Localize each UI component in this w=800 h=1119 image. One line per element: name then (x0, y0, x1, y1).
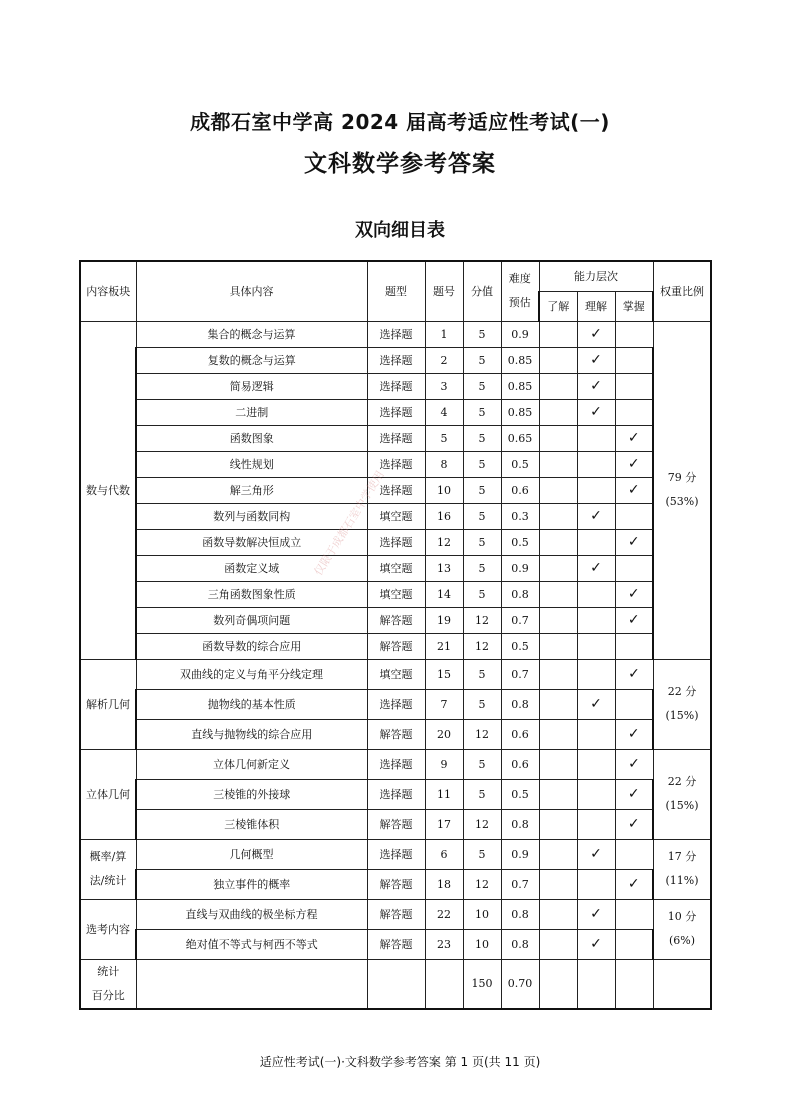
type-cell: 选择题 (367, 689, 425, 719)
number-cell: 1 (425, 321, 463, 347)
header-difficulty-line2: 预估 (508, 296, 531, 310)
check-mark-icon: ✓ (627, 586, 640, 602)
header-weight: 权重比例 (653, 261, 711, 321)
level-master-cell (615, 869, 653, 899)
weight-cell (653, 321, 711, 659)
module-cell: 解析几何 (80, 659, 136, 749)
level-comprehend-cell (577, 555, 615, 581)
level-understand-cell (539, 425, 577, 451)
level-comprehend-cell (577, 689, 615, 719)
module-line1: 概率/算 (89, 850, 127, 863)
check-mark-icon: ✓ (590, 404, 602, 420)
content-cell: 直线与抛物线的综合应用 (136, 719, 367, 749)
table-row (80, 373, 711, 399)
score-cell: 5 (463, 347, 501, 373)
level-understand-cell (539, 477, 577, 503)
level-master-cell (615, 689, 653, 719)
level-comprehend-cell (577, 373, 615, 399)
difficulty-cell: 0.6 (501, 749, 539, 779)
difficulty-cell: 0.8 (501, 689, 539, 719)
score-cell: 5 (463, 555, 501, 581)
table-row (80, 503, 711, 529)
score-cell: 5 (463, 779, 501, 809)
level-comprehend-cell (577, 451, 615, 477)
level-comprehend-cell (577, 719, 615, 749)
difficulty-cell: 0.85 (501, 373, 539, 399)
content-cell: 数列与函数同构 (136, 503, 367, 529)
level-understand-cell (539, 633, 577, 659)
table-row (80, 399, 711, 425)
type-cell: 选择题 (367, 839, 425, 869)
level-comprehend-cell (577, 321, 615, 347)
content-cell: 函数定义域 (136, 555, 367, 581)
content-cell: 数列奇偶项问题 (136, 607, 367, 633)
empty-cell (577, 959, 615, 1009)
level-understand-cell (539, 555, 577, 581)
weight-score: 22 分 (667, 685, 697, 698)
content-cell: 集合的概念与运算 (136, 321, 367, 347)
check-mark-icon: ✓ (590, 326, 602, 342)
weight-score: 79 分 (667, 471, 697, 484)
level-understand-cell (539, 347, 577, 373)
difficulty-cell: 0.7 (501, 659, 539, 689)
level-master-cell (615, 451, 653, 477)
header-difficulty (501, 261, 539, 321)
level-master-cell (615, 607, 653, 633)
total-difficulty-cell: 0.70 (501, 959, 539, 1009)
score-cell: 5 (463, 659, 501, 689)
level-master-cell (615, 719, 653, 749)
level-understand-cell (539, 373, 577, 399)
header-understand: 了解 (539, 291, 577, 321)
table-row (80, 809, 711, 839)
level-master-cell (615, 373, 653, 399)
level-understand-cell (539, 503, 577, 529)
level-comprehend-cell (577, 749, 615, 779)
level-understand-cell (539, 719, 577, 749)
content-cell: 立体几何新定义 (136, 749, 367, 779)
content-cell: 抛物线的基本性质 (136, 689, 367, 719)
check-mark-icon: ✓ (590, 846, 602, 862)
check-mark-icon: ✓ (590, 352, 602, 368)
level-master-cell (615, 633, 653, 659)
score-cell: 5 (463, 503, 501, 529)
check-mark-icon: ✓ (627, 876, 640, 892)
check-mark-icon: ✓ (627, 726, 640, 742)
type-cell: 填空题 (367, 581, 425, 607)
module-cell: 数与代数 (80, 321, 136, 659)
difficulty-cell: 0.6 (501, 719, 539, 749)
score-cell: 5 (463, 839, 501, 869)
difficulty-cell: 0.5 (501, 451, 539, 477)
difficulty-cell: 0.8 (501, 899, 539, 929)
difficulty-cell: 0.5 (501, 633, 539, 659)
level-comprehend-cell (577, 929, 615, 959)
weight-score: 17 分 (667, 850, 697, 863)
type-cell: 解答题 (367, 607, 425, 633)
score-cell: 5 (463, 425, 501, 451)
type-cell: 解答题 (367, 719, 425, 749)
score-cell: 10 (463, 929, 501, 959)
type-cell: 选择题 (367, 477, 425, 503)
table-row (80, 719, 711, 749)
number-cell: 19 (425, 607, 463, 633)
number-cell: 10 (425, 477, 463, 503)
total-score-cell: 150 (463, 959, 501, 1009)
table-row (80, 477, 711, 503)
header-comprehend: 理解 (577, 291, 615, 321)
content-cell: 二进制 (136, 399, 367, 425)
table-row (80, 607, 711, 633)
level-master-cell (615, 503, 653, 529)
score-cell: 5 (463, 749, 501, 779)
check-mark-icon: ✓ (590, 936, 602, 952)
header-number: 题号 (425, 261, 463, 321)
check-mark-icon: ✓ (590, 906, 602, 922)
level-understand-cell (539, 779, 577, 809)
level-master-cell (615, 425, 653, 451)
level-master-cell (615, 929, 653, 959)
check-mark-icon: ✓ (627, 534, 640, 550)
check-mark-icon: ✓ (590, 378, 602, 394)
level-comprehend-cell (577, 839, 615, 869)
number-cell: 2 (425, 347, 463, 373)
score-cell: 5 (463, 477, 501, 503)
weight-percent: (53%) (665, 495, 699, 508)
table-row (80, 529, 711, 555)
table-row (80, 689, 711, 719)
document-subtitle: 文科数学参考答案 (304, 151, 496, 177)
number-cell: 14 (425, 581, 463, 607)
type-cell: 解答题 (367, 899, 425, 929)
number-cell: 16 (425, 503, 463, 529)
difficulty-cell: 0.6 (501, 477, 539, 503)
level-master-cell (615, 529, 653, 555)
content-cell: 解三角形 (136, 477, 367, 503)
table-row (80, 451, 711, 477)
level-comprehend-cell (577, 581, 615, 607)
empty-cell (539, 959, 577, 1009)
level-understand-cell (539, 451, 577, 477)
number-cell: 20 (425, 719, 463, 749)
table-row (80, 869, 711, 899)
difficulty-cell: 0.9 (501, 321, 539, 347)
score-cell: 12 (463, 809, 501, 839)
level-understand-cell (539, 659, 577, 689)
check-mark-icon: ✓ (590, 696, 602, 712)
level-master-cell (615, 555, 653, 581)
total-label-line1: 统计 (97, 964, 120, 978)
type-cell: 解答题 (367, 633, 425, 659)
table-body (80, 321, 711, 1009)
difficulty-cell: 0.9 (501, 555, 539, 581)
total-label-cell (80, 959, 136, 1009)
number-cell: 8 (425, 451, 463, 477)
score-cell: 12 (463, 869, 501, 899)
level-comprehend-cell (577, 633, 615, 659)
content-cell: 线性规划 (136, 451, 367, 477)
check-mark-icon: ✓ (627, 786, 640, 802)
table-row (80, 425, 711, 451)
header-ability: 能力层次 (539, 261, 653, 291)
module-cell: 选考内容 (80, 899, 136, 959)
check-mark-icon: ✓ (627, 456, 640, 472)
type-cell: 解答题 (367, 809, 425, 839)
difficulty-cell: 0.8 (501, 929, 539, 959)
score-cell: 5 (463, 451, 501, 477)
type-cell: 选择题 (367, 749, 425, 779)
type-cell: 填空题 (367, 555, 425, 581)
type-cell: 选择题 (367, 321, 425, 347)
empty-cell (367, 959, 425, 1009)
level-master-cell (615, 347, 653, 373)
content-cell: 三棱锥体积 (136, 809, 367, 839)
content-cell: 简易逻辑 (136, 373, 367, 399)
score-cell: 10 (463, 899, 501, 929)
level-master-cell (615, 809, 653, 839)
check-mark-icon: ✓ (628, 666, 640, 682)
level-comprehend-cell (577, 659, 615, 689)
level-understand-cell (539, 899, 577, 929)
content-cell: 函数导数的综合应用 (136, 633, 367, 659)
number-cell: 15 (425, 659, 463, 689)
check-mark-icon: ✓ (590, 560, 602, 576)
empty-cell (615, 959, 653, 1009)
level-comprehend-cell (577, 607, 615, 633)
header-type: 题型 (367, 261, 425, 321)
number-cell: 7 (425, 689, 463, 719)
specification-table (79, 260, 712, 1010)
content-cell: 几何概型 (136, 839, 367, 869)
weight-cell (653, 839, 711, 899)
type-cell: 选择题 (367, 451, 425, 477)
level-comprehend-cell (577, 347, 615, 373)
level-master-cell (615, 899, 653, 929)
module-cell (80, 839, 136, 899)
number-cell: 11 (425, 779, 463, 809)
section-title: 双向细目表 (355, 220, 445, 241)
score-cell: 5 (463, 581, 501, 607)
difficulty-cell: 0.9 (501, 839, 539, 869)
content-cell: 绝对值不等式与柯西不等式 (136, 929, 367, 959)
level-understand-cell (539, 869, 577, 899)
weight-percent: (11%) (665, 874, 699, 887)
level-comprehend-cell (577, 425, 615, 451)
level-understand-cell (539, 581, 577, 607)
empty-cell (425, 959, 463, 1009)
check-mark-icon: ✓ (627, 816, 640, 832)
empty-cell (653, 959, 711, 1009)
level-understand-cell (539, 839, 577, 869)
weight-cell (653, 899, 711, 959)
difficulty-cell: 0.5 (501, 529, 539, 555)
type-cell: 选择题 (367, 529, 425, 555)
difficulty-cell: 0.3 (501, 503, 539, 529)
weight-percent: (6%) (668, 934, 696, 947)
number-cell: 18 (425, 869, 463, 899)
table-row (80, 929, 711, 959)
level-comprehend-cell (577, 477, 615, 503)
table-row (80, 633, 711, 659)
type-cell: 选择题 (367, 347, 425, 373)
header-master: 掌握 (615, 291, 653, 321)
level-master-cell (615, 321, 653, 347)
weight-score: 22 分 (667, 775, 697, 788)
header-module: 内容板块 (80, 261, 136, 321)
number-cell: 12 (425, 529, 463, 555)
level-understand-cell (539, 689, 577, 719)
header-score: 分值 (463, 261, 501, 321)
score-cell: 5 (463, 689, 501, 719)
difficulty-cell: 0.5 (501, 779, 539, 809)
table-row (80, 779, 711, 809)
weight-percent: (15%) (665, 799, 699, 812)
table-row (80, 839, 711, 869)
score-cell: 5 (463, 529, 501, 555)
table-row (80, 581, 711, 607)
difficulty-cell: 0.65 (501, 425, 539, 451)
type-cell: 选择题 (367, 399, 425, 425)
number-cell: 17 (425, 809, 463, 839)
table-row (80, 321, 711, 347)
difficulty-cell: 0.7 (501, 607, 539, 633)
content-cell: 三棱锥的外接球 (136, 779, 367, 809)
number-cell: 22 (425, 899, 463, 929)
level-comprehend-cell (577, 399, 615, 425)
score-cell: 5 (463, 373, 501, 399)
level-understand-cell (539, 399, 577, 425)
check-mark-icon: ✓ (628, 756, 640, 772)
content-cell: 函数导数解决恒成立 (136, 529, 367, 555)
level-understand-cell (539, 749, 577, 779)
weight-cell (653, 659, 711, 749)
module-line2: 法/统计 (89, 874, 127, 887)
content-cell: 双曲线的定义与角平分线定理 (136, 659, 367, 689)
level-understand-cell (539, 321, 577, 347)
type-cell: 选择题 (367, 373, 425, 399)
score-cell: 12 (463, 719, 501, 749)
content-cell: 函数图象 (136, 425, 367, 451)
number-cell: 9 (425, 749, 463, 779)
content-cell: 复数的概念与运算 (136, 347, 367, 373)
check-mark-icon: ✓ (627, 430, 640, 446)
level-understand-cell (539, 809, 577, 839)
level-understand-cell (539, 929, 577, 959)
score-cell: 12 (463, 633, 501, 659)
difficulty-cell: 0.85 (501, 399, 539, 425)
level-comprehend-cell (577, 779, 615, 809)
document-title: 成都石室中学高 2024 届高考适应性考试(一) (190, 110, 610, 134)
total-label-line2: 百分比 (91, 988, 125, 1002)
type-cell: 填空题 (367, 659, 425, 689)
check-mark-icon: ✓ (590, 508, 602, 524)
table-row (80, 555, 711, 581)
number-cell: 13 (425, 555, 463, 581)
table-row (80, 749, 711, 779)
score-cell: 5 (463, 399, 501, 425)
total-row (80, 959, 711, 1009)
content-cell: 直线与双曲线的极坐标方程 (136, 899, 367, 929)
level-master-cell (615, 399, 653, 425)
type-cell: 选择题 (367, 425, 425, 451)
empty-cell (136, 959, 367, 1009)
level-master-cell (615, 749, 653, 779)
content-cell: 独立事件的概率 (136, 869, 367, 899)
level-comprehend-cell (577, 503, 615, 529)
type-cell: 解答题 (367, 869, 425, 899)
number-cell: 4 (425, 399, 463, 425)
level-master-cell (615, 839, 653, 869)
level-master-cell (615, 477, 653, 503)
difficulty-cell: 0.7 (501, 869, 539, 899)
level-master-cell (615, 659, 653, 689)
level-understand-cell (539, 607, 577, 633)
score-cell: 5 (463, 321, 501, 347)
number-cell: 3 (425, 373, 463, 399)
difficulty-cell: 0.8 (501, 809, 539, 839)
level-comprehend-cell (577, 809, 615, 839)
table-row (80, 899, 711, 929)
level-master-cell (615, 581, 653, 607)
table-row (80, 347, 711, 373)
watermark: 仅限于成都石室中学使用 (311, 468, 387, 578)
type-cell: 解答题 (367, 929, 425, 959)
module-cell: 立体几何 (80, 749, 136, 839)
weight-percent: (15%) (665, 709, 699, 722)
content-cell: 三角函数图象性质 (136, 581, 367, 607)
difficulty-cell: 0.85 (501, 347, 539, 373)
number-cell: 6 (425, 839, 463, 869)
level-comprehend-cell (577, 529, 615, 555)
level-comprehend-cell (577, 899, 615, 929)
number-cell: 5 (425, 425, 463, 451)
header-content: 具体内容 (136, 261, 367, 321)
difficulty-cell: 0.8 (501, 581, 539, 607)
page-footer: 适应性考试(一)·文科数学参考答案 第 1 页(共 11 页) (259, 1055, 541, 1069)
check-mark-icon: ✓ (627, 612, 640, 628)
number-cell: 21 (425, 633, 463, 659)
weight-score: 10 分 (667, 910, 697, 923)
score-cell: 12 (463, 607, 501, 633)
weight-cell (653, 749, 711, 839)
check-mark-icon: ✓ (627, 482, 640, 498)
table-row (80, 659, 711, 689)
level-master-cell (615, 779, 653, 809)
header-difficulty-line1: 难度 (508, 272, 531, 286)
number-cell: 23 (425, 929, 463, 959)
type-cell: 填空题 (367, 503, 425, 529)
type-cell: 选择题 (367, 779, 425, 809)
level-understand-cell (539, 529, 577, 555)
level-comprehend-cell (577, 869, 615, 899)
